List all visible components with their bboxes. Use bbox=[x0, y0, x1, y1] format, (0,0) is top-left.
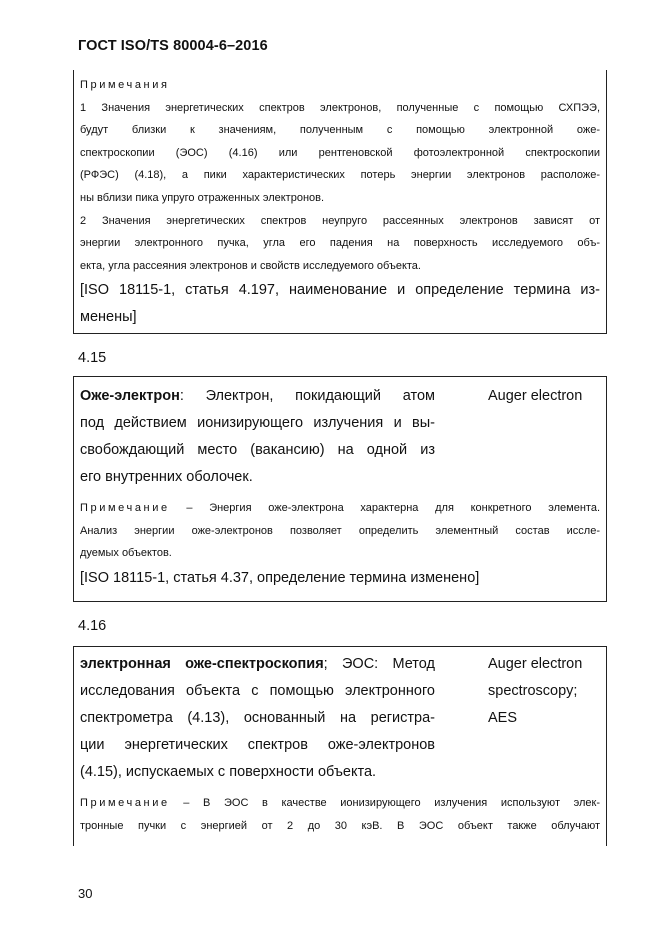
note-text: – В ЭОС в качестве ионизирующего излучения используют элек- bbox=[169, 797, 600, 809]
term-box-4-15 bbox=[73, 376, 607, 602]
note-line: Анализ энергии оже-электронов позволяет определить элементный состав иссле- bbox=[80, 524, 600, 537]
term-name: электронная оже-спектроскопия bbox=[80, 656, 324, 672]
section-number-4-16: 4.16 bbox=[78, 618, 107, 634]
source-reference bbox=[80, 277, 600, 331]
note-1 bbox=[80, 97, 600, 210]
definition-line: свобождающий место (вакансию) на одной из bbox=[80, 442, 435, 458]
definition-line: спектрометра (4.13), основанный на регистра- bbox=[80, 710, 435, 726]
note-text: – Энергия оже-электрона характерна для конкретного элемента. bbox=[169, 502, 600, 514]
definition-text: ; ЭОС: Метод bbox=[323, 656, 435, 672]
term-note bbox=[80, 497, 600, 565]
source-line: [ISO 18115-1, статья 4.197, наименование и определение термина из- bbox=[80, 282, 600, 299]
definition-line: его внутренних оболочек. bbox=[80, 469, 253, 485]
term-note bbox=[80, 792, 600, 837]
definition-line: (4.15), испускаемых с поверхности объекта. bbox=[80, 764, 377, 780]
term-definition bbox=[80, 383, 435, 491]
english-term-line: spectroscopy; bbox=[488, 683, 578, 699]
note-1-line: будут близки к значениям, полученным с помощью электронной оже- bbox=[80, 124, 600, 137]
term-row bbox=[80, 383, 600, 491]
note-1-line: (РФЭС) (4.18), а пики характеристических потерь энергии электронов расположе- bbox=[80, 169, 600, 182]
english-term bbox=[488, 651, 600, 786]
note-line: тронные пучки с энергией от 2 до 30 кэВ. В ЭОС объект также облучают bbox=[80, 819, 600, 832]
note-1-line: ны вблизи пика упруго отраженных электронов. bbox=[80, 191, 325, 204]
note-2-line: екта, угла рассеяния электронов и свойств исследуемого объекта. bbox=[80, 259, 421, 272]
note-1-line: спектроскопии (ЭОС) (4.16) или рентгеновской фотоэлектронной спектроскопии bbox=[80, 146, 600, 159]
note-line: дуемых объектов. bbox=[80, 547, 172, 560]
term-name: Оже-электрон bbox=[80, 388, 180, 404]
term-row bbox=[80, 651, 600, 786]
note-2 bbox=[80, 210, 600, 278]
note-2-line: 2 Значения энергетических спектров неупруго рассеянных электронов зависят от bbox=[80, 214, 600, 227]
term-definition bbox=[80, 651, 435, 786]
definition-line: ции энергетических спектров оже-электронов bbox=[80, 737, 435, 753]
note-label: Примечание bbox=[80, 797, 170, 809]
source-reference: [ISO 18115-1, статья 4.37, определение термина изменено] bbox=[80, 569, 480, 586]
english-term-line: Auger electron bbox=[488, 656, 583, 672]
section-number-4-15: 4.15 bbox=[78, 350, 107, 366]
note-1-line: 1 Значения энергетических спектров электронов, полученные с помощью СХПЭЭ, bbox=[80, 101, 600, 114]
notes-box-4-14 bbox=[73, 70, 607, 334]
english-term-line: AES bbox=[488, 710, 518, 726]
definition-line: под действием ионизирующего излучения и вы- bbox=[80, 415, 435, 431]
definition-line: исследования объекта с помощью электронного bbox=[80, 683, 435, 699]
english-term bbox=[488, 383, 600, 491]
english-term-line: Auger electron bbox=[488, 388, 583, 404]
page-number: 30 bbox=[78, 886, 93, 901]
document-header: ГОСТ ISO/TS 80004-6–2016 bbox=[78, 38, 268, 54]
note-2-line: энергии электронного пучка, угла его падения на поверхность исследуемого объ- bbox=[80, 237, 600, 250]
term-box-4-16 bbox=[73, 646, 607, 846]
note-label: Примечание bbox=[80, 502, 170, 514]
definition-text: : Электрон, покидающий атом bbox=[179, 388, 435, 404]
source-line: менены] bbox=[80, 309, 137, 326]
notes-heading: Примечания bbox=[80, 79, 170, 91]
